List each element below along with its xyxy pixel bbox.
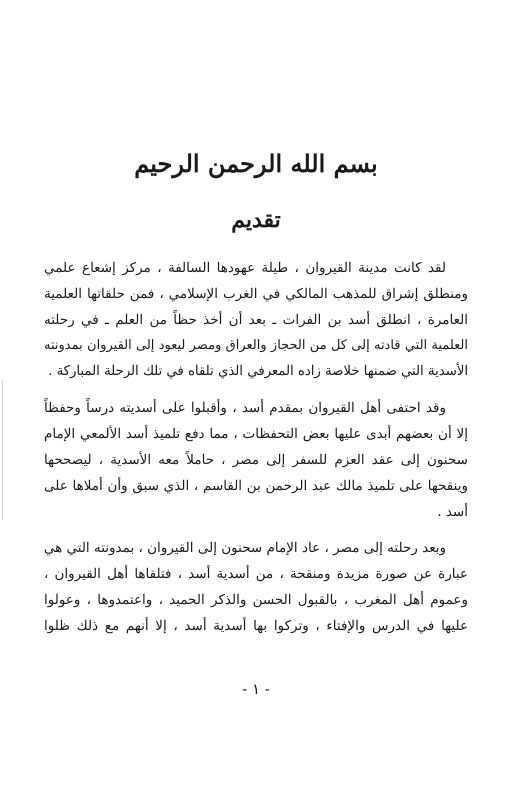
text-line: أسد . — [437, 504, 468, 520]
text-line: وعموم أهل المغرب ، بالقبول الحسن والذكر الحميد ، واعتمدوها ، وعولوا — [44, 592, 468, 608]
text-line: عبارة عن صورة مزيدة ومنقحة ، من أسدية أسد ، فتلقاها أهل القيروان ، — [44, 566, 468, 582]
text-line: ومنطلق إشراق للمذهب المالكي في الغرب الإسلامي ، فمن حلقاتها العلمية — [44, 286, 468, 302]
text-line: إلا أن بعضهم أبدى عليها بعض التحفظات ، مما دفع تلميذ أسد الألمعي الإمام — [44, 426, 468, 442]
text-line: الأسدية التي ضمنها خلاصة زاده المعرفي الذي تلقاه في تلك الرحلة المباركة . — [48, 364, 468, 379]
text-line: وبعد رحلته إلى مصر ، عاد الإمام سحنون إلى القيروان ، بمدونته التي هي — [43, 540, 446, 556]
text-line: لقد كانت مدينة القيروان ، طيلة عهودها السالفة ، مركز إشعاع علمي — [44, 260, 446, 276]
scan-edge-mark — [2, 380, 3, 520]
basmala-title: بسم الله الرحمن الرحيم — [134, 149, 378, 178]
paragraph — [44, 255, 468, 385]
paragraph — [44, 395, 468, 525]
text-line: العامرة ، انطلق أسد بن الفرات ـ بعد أن أخذ حظاً من العلم ـ في رحلته — [44, 312, 468, 328]
text-line: وقد احتفى أهل القيروان بمقدم أسد ، وأقبلوا على أسديته درساً وحفظاً — [44, 400, 446, 416]
text-line: سحنون إلى عقد العزم للسفر إلى مصر ، حاملاً معه الأسدية ، ليصححها — [44, 452, 468, 468]
text-line: عليها في الدرس والإفتاء ، وتركوا بها أسدية أسد ، إلا أنهم مع ذلك ظلوا — [44, 618, 468, 634]
text-line: العلمية التي قادته إلى كل من الحجاز والعراق ومصر ليعود إلى القيروان بمدونته — [44, 338, 468, 353]
paragraph — [44, 535, 468, 639]
page-number: - ١ - — [242, 680, 270, 698]
text-line: وينقحها على تلميذ مالك عبد الرحمن بن القاسم ، الذي سبق وأن أملاها على — [44, 478, 468, 494]
body-text — [44, 255, 468, 649]
section-heading: تقديم — [231, 207, 281, 233]
